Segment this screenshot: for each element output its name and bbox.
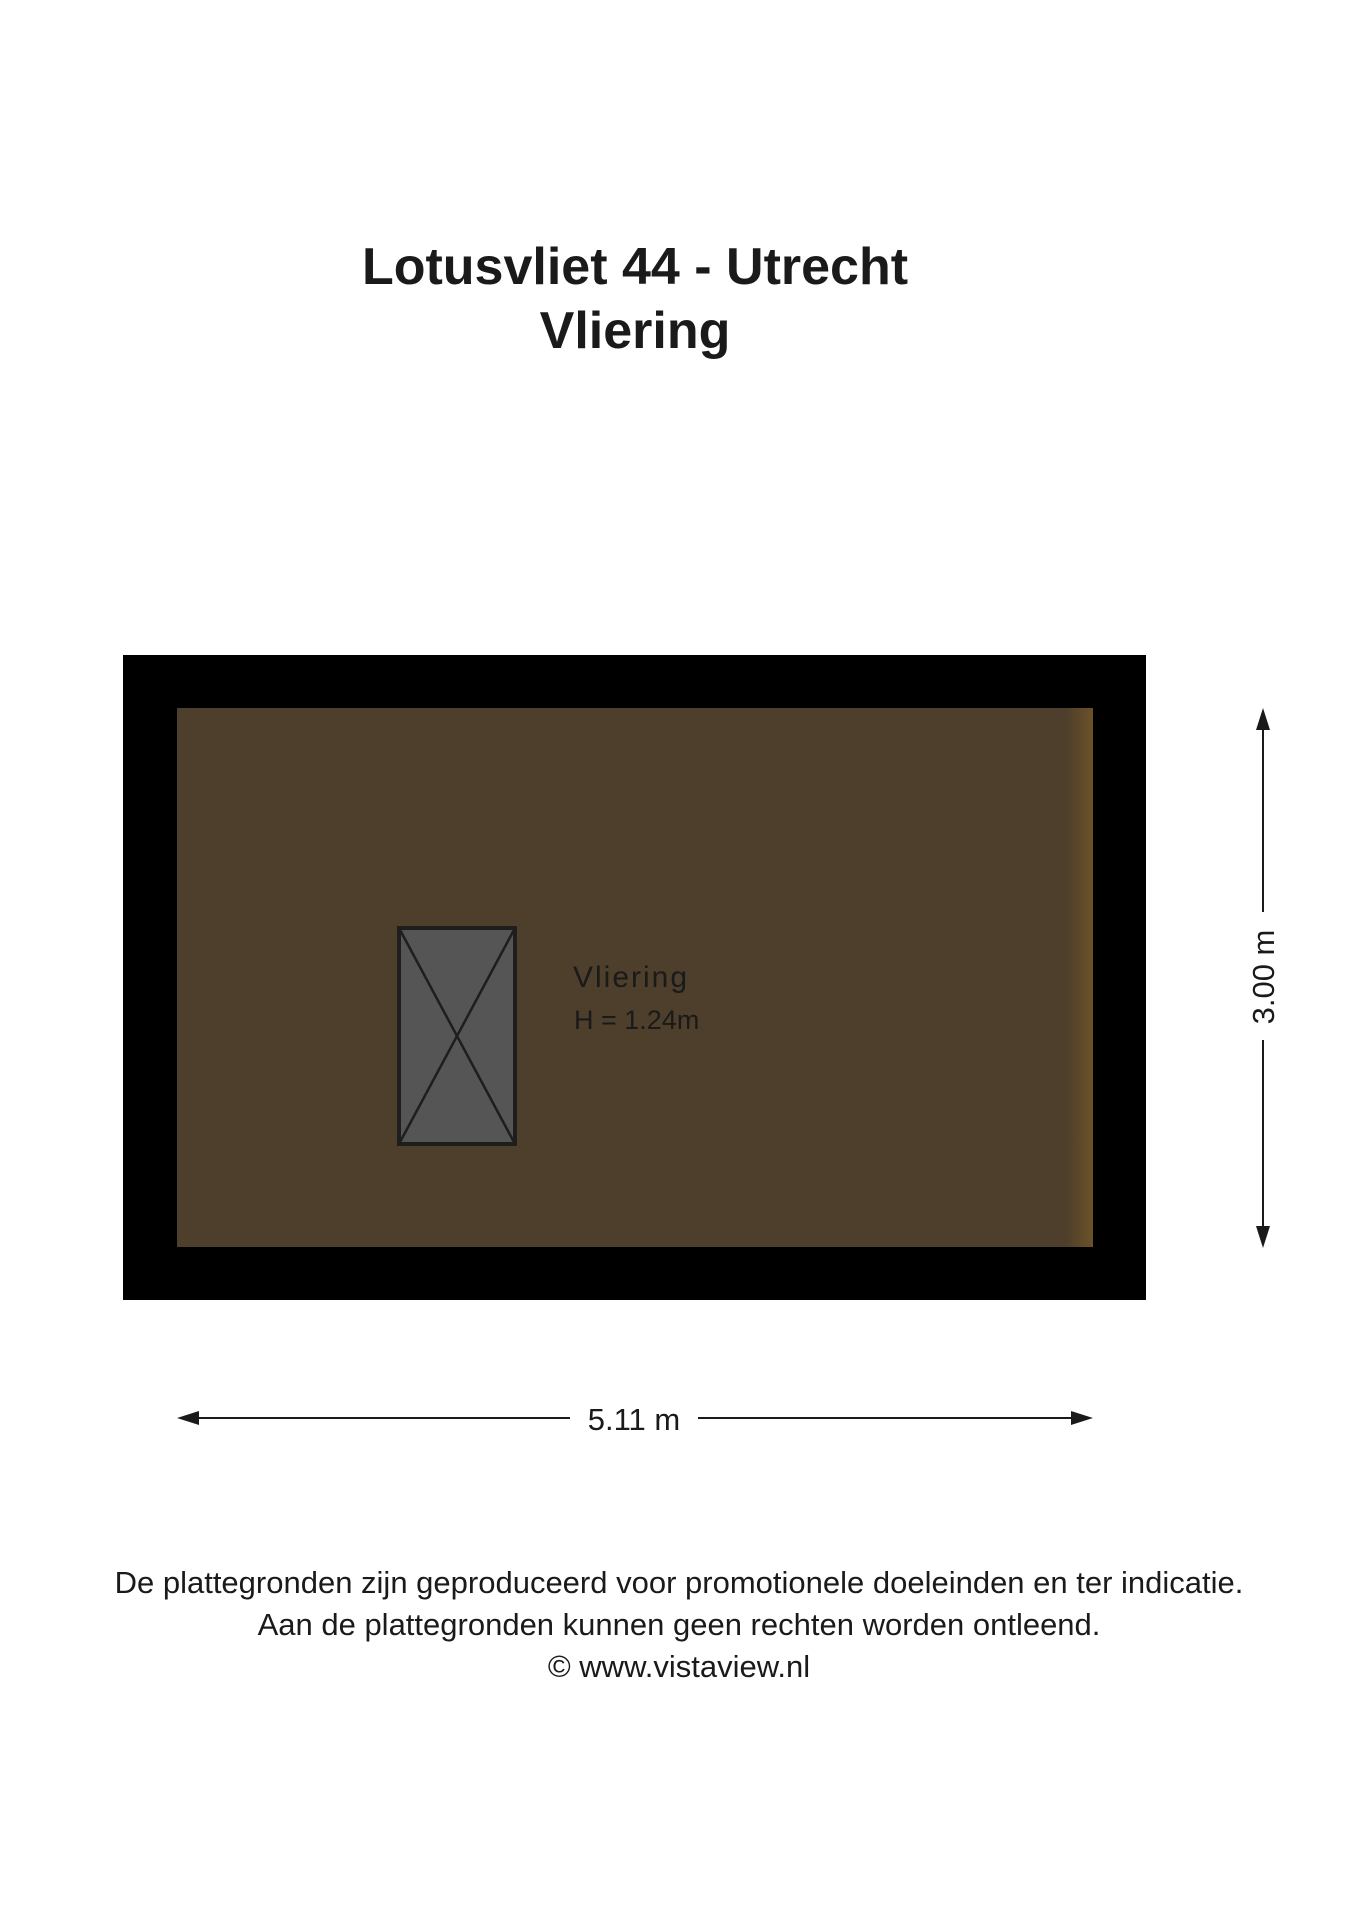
floor-title: Vliering [539, 302, 731, 360]
depth-dimension [1246, 708, 1281, 1248]
disclaimer-line-1: De plattegronden zijn geproduceerd voor promotionele doeleinden en ter indicatie. [114, 1565, 1244, 1600]
width-label: 5.11 m [587, 1402, 681, 1437]
disclaimer-line-2: Aan de plattegronden kunnen geen rechten worden ontleend. [257, 1607, 1101, 1642]
room-name: Vliering [573, 961, 690, 994]
width-dimension [177, 1402, 1093, 1437]
page-title: Lotusvliet 44 - Utrecht [361, 238, 909, 296]
attic-hatch [399, 928, 515, 1144]
room-height: H = 1.24m [574, 1005, 700, 1035]
copyright-link[interactable]: © www.vistaview.nl [547, 1649, 811, 1684]
depth-label: 3.00 m [1246, 929, 1281, 1025]
